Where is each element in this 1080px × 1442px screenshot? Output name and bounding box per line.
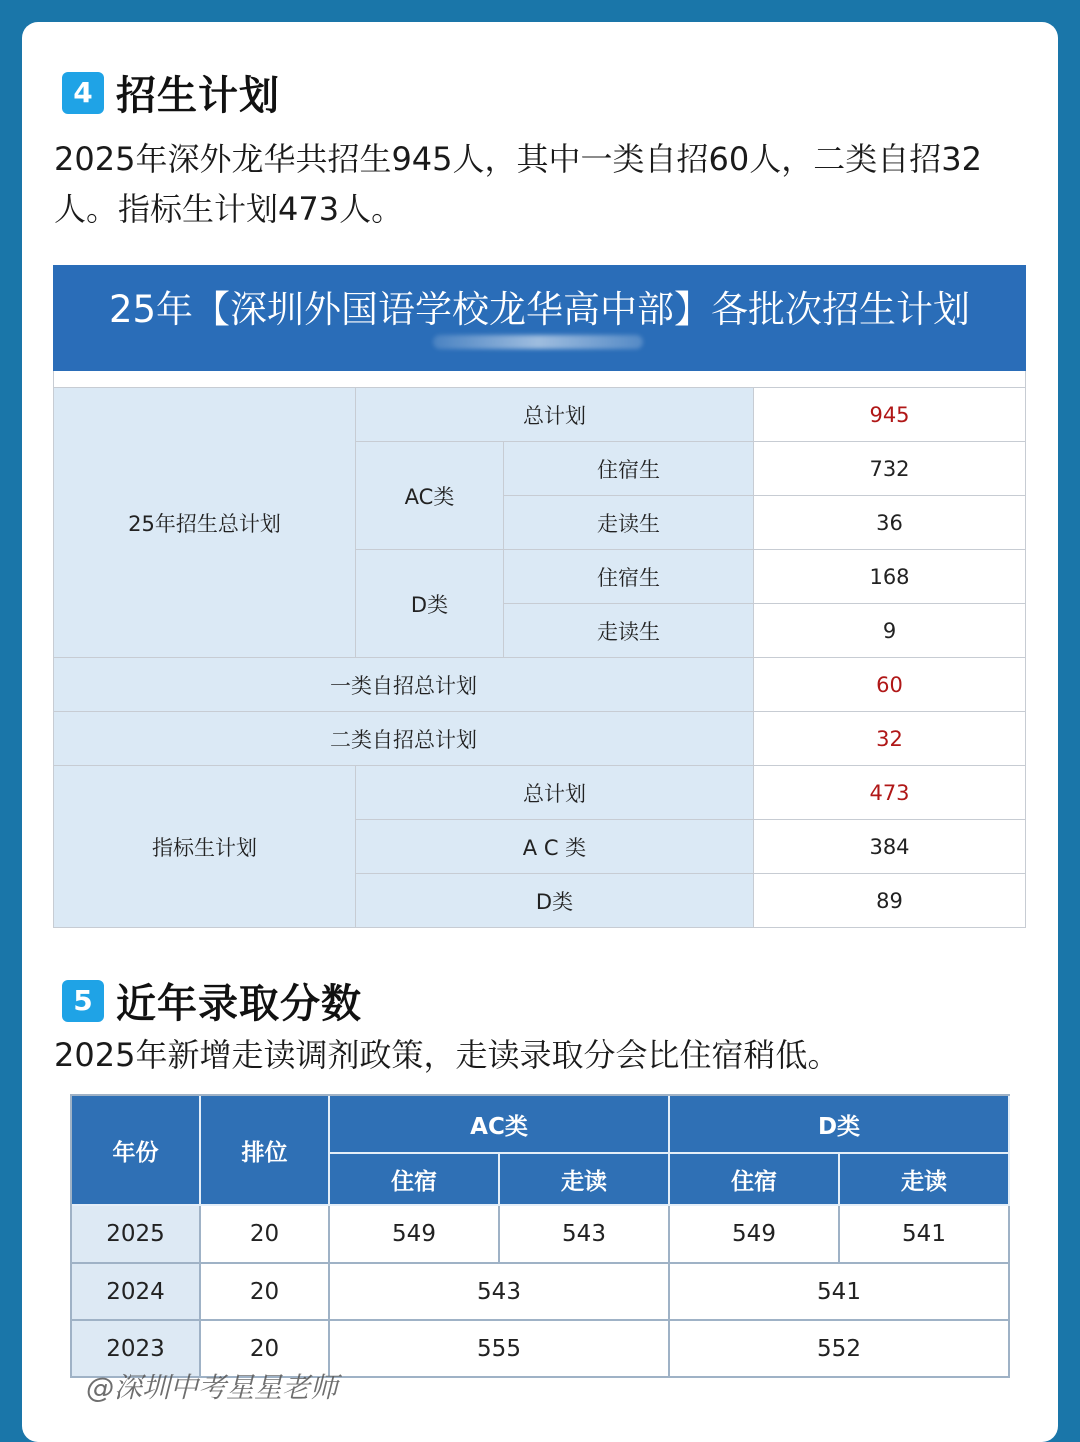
ac-day-label: 走读生 <box>504 496 754 550</box>
plan-table-banner <box>53 265 1026 371</box>
row-2025-d-day: 541 <box>840 1206 1010 1264</box>
section-4-paragraph: 2025年深外龙华共招生945人，其中一类自招60人，二类自招32人。指标生计划473人。 <box>54 140 982 228</box>
total-plan-group-label: 25年招生总计划 <box>54 388 356 658</box>
self-recruit-2-value: 32 <box>754 712 1026 766</box>
row-2023-rank: 20 <box>201 1321 330 1378</box>
ac-day-value: 36 <box>754 496 1026 550</box>
author-watermark: @深圳中考星星老师 <box>86 1371 339 1404</box>
quota-ac-value: 384 <box>754 820 1026 874</box>
row-2023-year: 2023 <box>72 1321 201 1378</box>
ac-boarding-label: 住宿生 <box>504 442 754 496</box>
self-recruit-1-label: 一类自招总计划 <box>54 658 754 712</box>
quota-d-label: D类 <box>356 874 754 928</box>
self-recruit-1-value: 60 <box>754 658 1026 712</box>
content-card <box>22 22 1058 1442</box>
plan-table-title: 25年【深圳外国语学校龙华高中部】各批次招生计划 <box>108 288 971 331</box>
admission-score-table <box>70 1094 1010 1378</box>
row-2023-ac: 555 <box>330 1321 670 1378</box>
section-title: 招生计划 <box>116 73 280 119</box>
score-table-grid <box>70 1094 1010 1378</box>
header-year: 年份 <box>72 1096 201 1206</box>
quota-group-label: 指标生计划 <box>54 766 356 928</box>
ac-category-label: AC类 <box>356 442 504 550</box>
total-plan-value: 945 <box>754 388 1026 442</box>
row-2025-d-board: 549 <box>670 1206 840 1264</box>
d-boarding-label: 住宿生 <box>504 550 754 604</box>
section-4-heading <box>62 64 280 121</box>
row-2025-ac-board: 549 <box>330 1206 500 1264</box>
section-number-badge: 5 <box>62 980 104 1022</box>
ac-boarding-value: 732 <box>754 442 1026 496</box>
d-boarding-value: 168 <box>754 550 1026 604</box>
row-2024-rank: 20 <box>201 1264 330 1321</box>
header-d-day: 走读 <box>840 1154 1010 1206</box>
section-title: 近年录取分数 <box>116 981 362 1027</box>
quota-total-label: 总计划 <box>356 766 754 820</box>
section-number-badge: 4 <box>62 72 104 114</box>
plan-table-gap <box>53 371 1026 387</box>
header-d: D类 <box>670 1096 1010 1154</box>
row-2023-d: 552 <box>670 1321 1010 1378</box>
quota-total-value: 473 <box>754 766 1026 820</box>
quota-ac-label: A C 类 <box>356 820 754 874</box>
header-ac-board: 住宿 <box>330 1154 500 1206</box>
d-category-label: D类 <box>356 550 504 658</box>
plan-table-grid <box>53 387 1026 928</box>
header-ac-day: 走读 <box>500 1154 670 1206</box>
row-2025-ac-day: 543 <box>500 1206 670 1264</box>
header-d-board: 住宿 <box>670 1154 840 1206</box>
self-recruit-2-label: 二类自招总计划 <box>54 712 754 766</box>
header-rank: 排位 <box>201 1096 330 1206</box>
row-2024-year: 2024 <box>72 1264 201 1321</box>
row-2024-ac: 543 <box>330 1264 670 1321</box>
quota-d-value: 89 <box>754 874 1026 928</box>
row-2025-year: 2025 <box>72 1206 201 1264</box>
section-5-heading <box>62 972 362 1029</box>
d-day-label: 走读生 <box>504 604 754 658</box>
blurred-caption <box>433 335 643 349</box>
enrollment-plan-table <box>53 265 1026 928</box>
row-2025-rank: 20 <box>201 1206 330 1264</box>
section-5-paragraph: 2025年新增走读调剂政策，走读录取分会比住宿稍低。 <box>54 1036 840 1074</box>
header-ac: AC类 <box>330 1096 670 1154</box>
row-2024-d: 541 <box>670 1264 1010 1321</box>
total-plan-label: 总计划 <box>356 388 754 442</box>
d-day-value: 9 <box>754 604 1026 658</box>
